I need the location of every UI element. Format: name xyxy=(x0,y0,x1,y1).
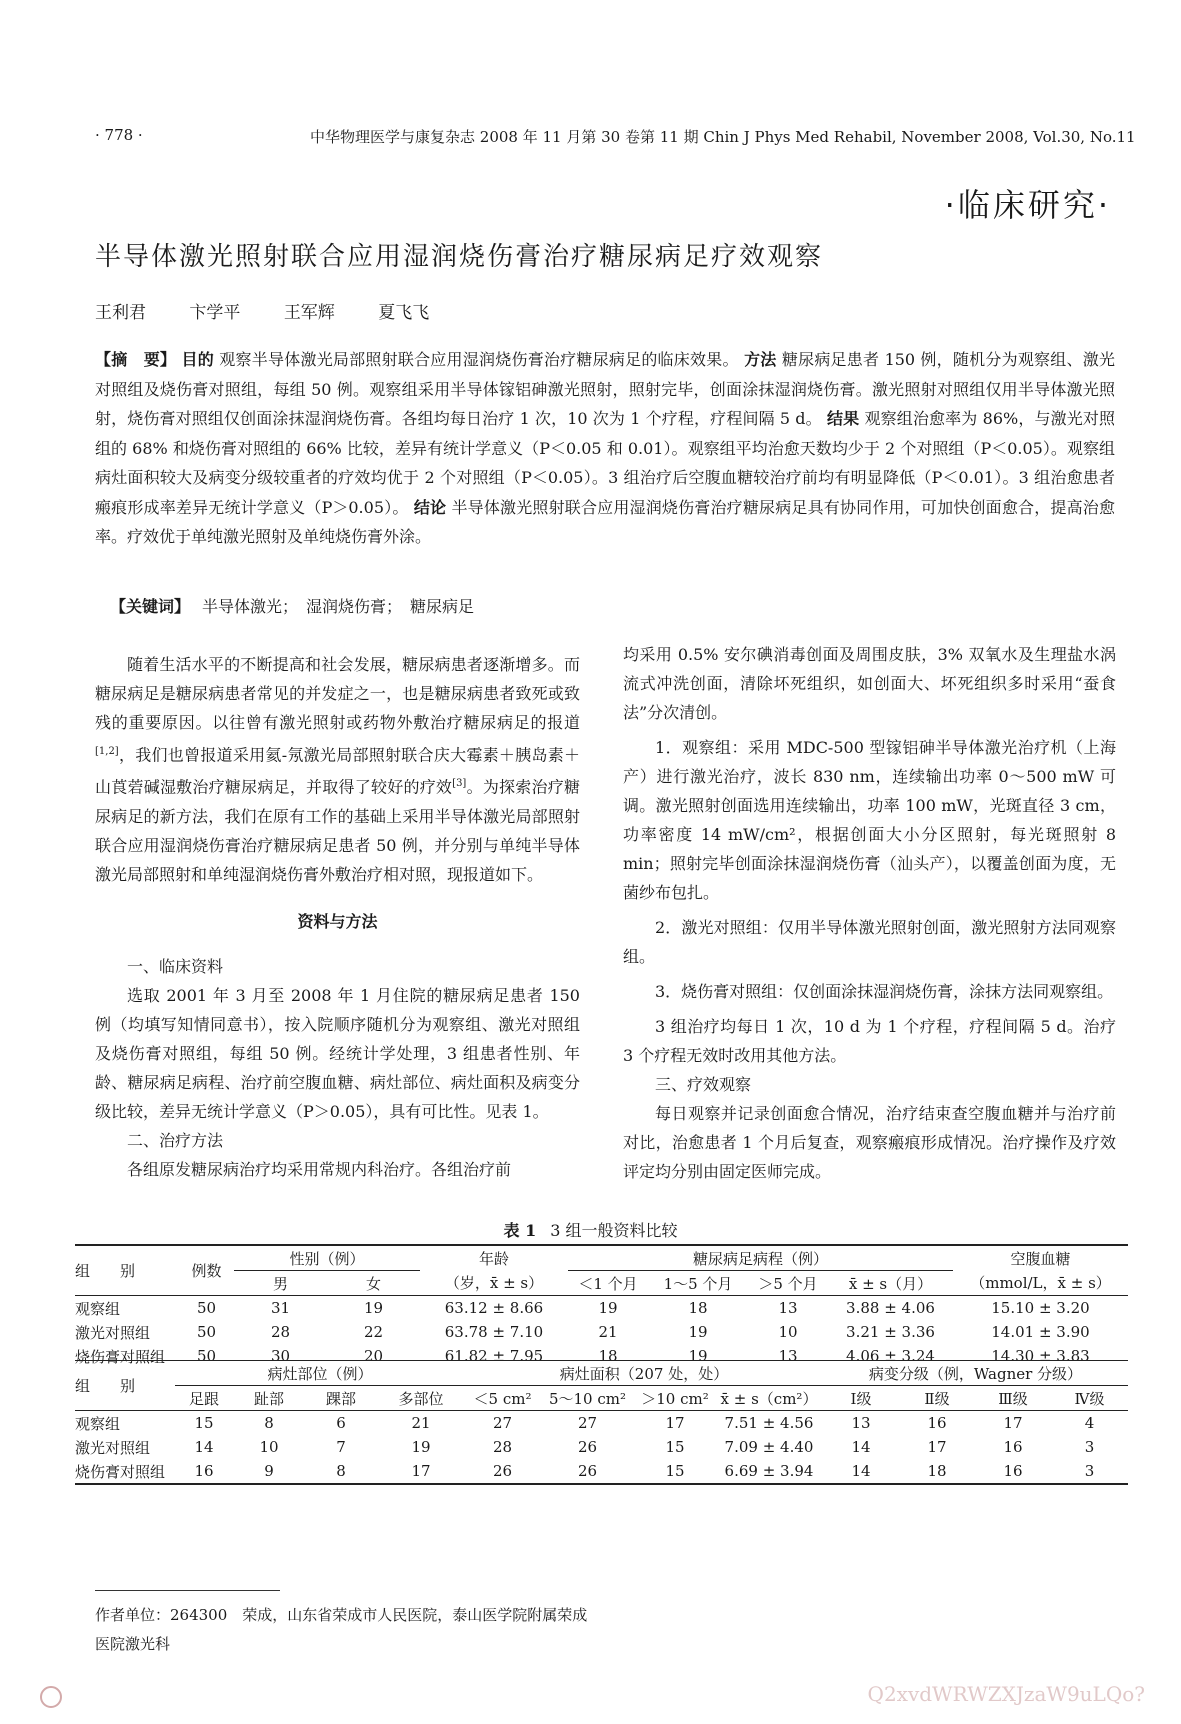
table-row xyxy=(75,1296,1128,1321)
table-cell: 15 xyxy=(665,1462,685,1480)
table-cell: 19 xyxy=(411,1438,431,1456)
col-header-female: 女 xyxy=(327,1271,420,1296)
clinical-data-paragraph: 选取 2001 年 3 月至 2008 年 1 月住院的糖尿病足患者 150 例（均填写知情同意书），按入院顺序随机分为观察组、激光对照组及烧伤膏对照组，每组 50 例。经统计学处理，3 组患者性别、年龄、糖尿病足病程、治疗前空腹血糖、病灶部位、病灶面积及病变分级比较，差异无统计学意义（P＞0.05），具有可比性。见表 1。 xyxy=(95,985,580,1121)
col-header-heel: 足跟 xyxy=(175,1386,233,1411)
schedule-paragraph: 3 组治疗均每日 1 次，10 d 为 1 个疗程，疗程间隔 5 d。治疗 3 个疗程无效时改用其他方法。 xyxy=(623,1017,1116,1065)
table-cell: 50 xyxy=(196,1323,217,1341)
col-header-grade: 病变分级（例，Wagner 分级） xyxy=(823,1361,1128,1386)
table-cell: 17 xyxy=(411,1462,431,1480)
section-tag: ·临床研究· xyxy=(944,186,1111,224)
table-cell: 激光对照组 xyxy=(75,1323,151,1342)
author-name: 夏飞飞 xyxy=(378,303,430,323)
table-cell: 3 xyxy=(1084,1462,1095,1480)
table-cell: 13 xyxy=(851,1414,871,1432)
col-header-age: 年龄 xyxy=(478,1249,509,1268)
table-cell: 8 xyxy=(264,1414,274,1432)
col-header-area: 病灶面积（207 处，处） xyxy=(465,1361,823,1386)
col-header-male: 男 xyxy=(234,1271,327,1296)
table-cell: 7 xyxy=(336,1438,346,1456)
table-cell: 6.69 ± 3.94 xyxy=(724,1462,814,1480)
table-cell: 18 xyxy=(598,1347,618,1365)
table-cell: 19 xyxy=(688,1323,708,1341)
table-cell: 3.21 ± 3.36 xyxy=(846,1323,935,1341)
col-header-gt5: ＞5 个月 xyxy=(748,1271,828,1296)
table1-general xyxy=(75,1244,1128,1368)
table-cell: 50 xyxy=(196,1299,217,1317)
intro-paragraph xyxy=(95,650,580,889)
table-cell: 18 xyxy=(688,1299,708,1317)
keywords-text: 半导体激光； 湿润烧伤膏； 糖尿病足 xyxy=(202,597,475,616)
table-cell: 16 xyxy=(1003,1438,1023,1456)
table-cell: 17 xyxy=(665,1414,685,1432)
table1-top-body xyxy=(75,1296,1128,1369)
col-header-site: 病灶部位（例） xyxy=(175,1361,465,1386)
methods-text: 糖尿病足患者 150 例，随机分为观察组、激光对照组及烧伤膏对照组，每组 50 例。观察组采用半导体镓铝砷激光照射，照射完毕，创面涂抹湿润烧伤膏。激光照射对照组仅用半导体激光照射，烧伤膏对照组仅创面涂抹湿润烧伤膏。各组均每日治疗 1 次，10 次为 1 个疗程，疗程间隔 5 d。 xyxy=(95,350,1115,428)
keywords-label: 【关键词】 xyxy=(110,597,191,616)
observation-group-paragraph: 1．观察组：采用 MDC-500 型镓铝砷半导体激光治疗机（上海产）进行激光治疗，波长 830 nm，连续输出功率 0～500 mW 可调。激光照射创面选用连续输出，功率 100 mW，光斑直径 3 cm，功率密度 14 mW/cm²，根据创面大小分区照射，每光斑照射 8 min；照射完毕创面涂抹湿润烧伤膏（汕头产），以覆盖创面为度，无菌纱布包扎。 xyxy=(623,738,1116,902)
table-cell: 3 xyxy=(1084,1438,1095,1456)
objective-label: 目的 xyxy=(181,350,214,369)
cleaning-paragraph: 均采用 0.5% 安尔碘消毒创面及周围皮肤，3% 双氧水及生理盐水涡流式冲洗创面，清除坏死组织，如创面大、坏死组织多时采用“蚕食法”分次清创。 xyxy=(623,645,1116,722)
citation-ref: [3] xyxy=(452,778,467,790)
subsection-heading: 一、临床资料 xyxy=(127,956,224,976)
treatment-paragraph: 各组原发糖尿病治疗均采用常规内科治疗。各组治疗前 xyxy=(127,1159,512,1179)
abstract xyxy=(95,345,1115,552)
table1-bottom-body xyxy=(75,1411,1128,1485)
conclusion-text: 半导体激光照射联合应用湿润烧伤膏治疗糖尿病足具有协同作用，可加快创面愈合，提高治愈率。疗效优于单纯激光照射及单纯烧伤膏外涂。 xyxy=(95,497,1115,546)
table-cell: 17 xyxy=(927,1438,947,1456)
methods-label: 方法 xyxy=(744,350,777,369)
results-text: 观察组治愈率为 86%，与激光对照组的 68% 和烧伤膏对照组的 66% 比较，差异有统计学意义（P＜0.05 和 0.01）。观察组平均治愈天数均少于 2 个对照组（P＜0.05）。观察组病灶面积较大及病变分级较重者的疗效均优于 2 个对照组（P＜0.05）。3 组治疗后空腹血糖较治疗前均有明显降低（P＜0.01）。3 组治愈患者瘢痕形成率差异无统计学意义（P＞0.05）。 xyxy=(95,409,1115,517)
table-cell: 61.82 ± 7.95 xyxy=(444,1347,544,1365)
table-cell: 烧伤膏对照组 xyxy=(75,1462,166,1481)
table-cell: 26 xyxy=(492,1462,513,1480)
author-name: 王军辉 xyxy=(283,303,335,323)
table-cell: 22 xyxy=(363,1323,384,1341)
table-cell: 16 xyxy=(1003,1462,1023,1480)
citation-ref: [1,2] xyxy=(95,746,119,757)
page-number: · 778 · xyxy=(95,126,143,144)
intro-text-b: ，我们也曾报道采用氦-氖激光局部照射联合庆大霉素＋胰岛素＋山莨菪碱湿敷治疗糖尿病足，并取得了较好的疗效 xyxy=(95,745,580,797)
table-cell: 28 xyxy=(270,1323,291,1341)
col-header-course: 糖尿病足病程（例） xyxy=(568,1245,953,1271)
left-column xyxy=(95,650,580,1184)
col-header-toe: 趾部 xyxy=(233,1386,305,1411)
table-cell: 14 xyxy=(194,1438,214,1456)
table-cell: 63.12 ± 8.66 xyxy=(444,1299,544,1317)
right-column xyxy=(623,640,1116,1186)
col-header-cases: 例数 xyxy=(179,1245,234,1296)
table-cell: 14.01 ± 3.90 xyxy=(991,1323,1090,1341)
intro-text-c: 。为探索治疗糖尿病足的新方法，我们在原有工作的基础上采用半导体激光局部照射联合应用湿润烧伤膏治疗糖尿病足患者 50 例，并分别与单纯半导体激光局部照射和单纯湿润烧伤膏外敷治疗相对照，现报道如下。 xyxy=(95,777,580,884)
subsection-heading: 三、疗效观察 xyxy=(655,1075,752,1094)
author-name: 王利君 xyxy=(95,303,146,323)
table-cell: 4 xyxy=(1084,1414,1095,1432)
table-cell: 14 xyxy=(851,1462,871,1480)
table-cell: 10 xyxy=(778,1323,798,1341)
col-header-lt1: ＜1 个月 xyxy=(568,1271,648,1296)
results-label: 结果 xyxy=(827,409,860,428)
table-cell: 17 xyxy=(1003,1414,1023,1432)
table-cell: 50 xyxy=(196,1347,217,1365)
table-cell: 21 xyxy=(411,1414,431,1432)
table-cell: 烧伤膏对照组 xyxy=(75,1347,166,1366)
table-cell: 16 xyxy=(194,1462,214,1480)
intro-text-a: 随着生活水平的不断提高和社会发展，糖尿病患者逐渐增多。而糖尿病足是糖尿病患者常见的并发症之一，也是糖尿病患者致死或致残的重要原因。以往曾有激光照射或药物外敷治疗糖尿病足的报道 xyxy=(95,655,580,732)
col-header-area-lt5: ＜5 cm² xyxy=(465,1386,540,1411)
col-header-area-mean: x̄ ± s（cm²） xyxy=(715,1386,823,1411)
col-header-area-5to10: 5～10 cm² xyxy=(540,1386,635,1411)
table-cell: 9 xyxy=(264,1462,274,1480)
abstract-label: 【摘 要】 xyxy=(95,350,177,369)
table-cell: 10 xyxy=(259,1438,279,1456)
table-cell: 19 xyxy=(363,1299,384,1317)
footnote-rule xyxy=(95,1590,280,1591)
table-cell: 4.06 ± 3.24 xyxy=(846,1347,935,1365)
table-cell: 3.88 ± 4.06 xyxy=(846,1299,935,1317)
col-header-multi: 多部位 xyxy=(377,1386,465,1411)
journal-running-header: 中华物理医学与康复杂志 2008 年 11 月第 30 卷第 11 期 Chin J Phys Med Rehabil, November 2008, Vol.30, No.11 xyxy=(310,128,1136,146)
table-cell: 19 xyxy=(688,1347,708,1365)
section-heading: 资料与方法 xyxy=(297,911,378,931)
efficacy-paragraph: 每日观察并记录创面愈合情况，治疗结束查空腹血糖并与治疗前对比，治愈患者 1 个月后复查，观察瘢痕形成情况。治疗操作及疗效评定均分别由固定医师完成。 xyxy=(623,1104,1116,1181)
table-cell: 16 xyxy=(927,1414,947,1432)
col-header-fbg-unit: （mmol/L，x̄ ± s） xyxy=(953,1271,1128,1296)
article-title: 半导体激光照射联合应用湿润烧伤膏治疗糖尿病足疗效观察 xyxy=(95,242,824,272)
table-cell: 8 xyxy=(336,1462,346,1480)
table-cell: 63.78 ± 7.10 xyxy=(444,1323,544,1341)
col-header-grade-2: Ⅱ级 xyxy=(899,1386,975,1411)
col-header-group: 组 别 xyxy=(75,1361,175,1411)
col-header-ankle: 踝部 xyxy=(305,1386,377,1411)
objective-text: 观察半导体激光局部照射联合应用湿润烧伤膏治疗糖尿病足的临床效果。 xyxy=(219,350,739,369)
table-cell: 28 xyxy=(492,1438,513,1456)
conclusion-label: 结论 xyxy=(413,497,447,517)
table-cell: 14.30 ± 3.83 xyxy=(991,1347,1090,1365)
col-header-group: 组 别 xyxy=(75,1245,179,1296)
table-row xyxy=(75,1459,1128,1484)
table-cell: 13 xyxy=(778,1299,798,1317)
table-cell: 观察组 xyxy=(75,1414,121,1433)
table-cell: 18 xyxy=(927,1462,947,1480)
table-cell: 7.51 ± 4.56 xyxy=(724,1414,814,1432)
table-cell: 观察组 xyxy=(75,1299,121,1318)
author-affiliation-footnote: 作者单位：264300 荣成，山东省荣成市人民医院，泰山医学院附属荣成医院激光科 xyxy=(95,1606,588,1653)
col-header-grade-3: Ⅲ级 xyxy=(975,1386,1051,1411)
table-cell: 26 xyxy=(577,1438,598,1456)
table-cell: 7.09 ± 4.40 xyxy=(724,1438,814,1456)
publisher-logo-icon xyxy=(40,1686,62,1708)
table-cell: 20 xyxy=(363,1347,384,1365)
table-label: 表 1 xyxy=(503,1221,537,1240)
col-header-grade-1: Ⅰ级 xyxy=(823,1386,899,1411)
watermark-text: Q2xvdWRWZXJzaW9uLQo? xyxy=(867,1682,1145,1706)
table-cell: 26 xyxy=(577,1462,598,1480)
table-row xyxy=(75,1435,1128,1459)
table-cell: 31 xyxy=(270,1299,291,1317)
col-header-age-unit: （岁，x̄ ± s） xyxy=(420,1271,568,1296)
table-cell: 27 xyxy=(577,1414,598,1432)
col-header-course-mean: x̄ ± s（月） xyxy=(828,1271,953,1296)
ointment-control-paragraph: 3．烧伤膏对照组：仅创面涂抹湿润烧伤膏，涂抹方法同观察组。 xyxy=(655,982,1114,1001)
table1-lesion xyxy=(75,1360,1128,1485)
laser-control-paragraph: 2．激光对照组：仅用半导体激光照射创面，激光照射方法同观察组。 xyxy=(623,918,1116,966)
table-cell: 13 xyxy=(778,1347,798,1365)
col-header-area-gt10: ＞10 cm² xyxy=(635,1386,715,1411)
col-header-grade-4: Ⅳ级 xyxy=(1051,1386,1128,1411)
table-title: 3 组一般资料比较 xyxy=(550,1221,678,1240)
col-header-fbg: 空腹血糖 xyxy=(1010,1249,1071,1268)
table-cell: 15 xyxy=(194,1414,214,1432)
col-header-sex: 性别（例） xyxy=(234,1245,420,1271)
table-row xyxy=(75,1411,1128,1436)
table-cell: 14 xyxy=(851,1438,871,1456)
table-cell: 27 xyxy=(492,1414,513,1432)
table-cell: 30 xyxy=(270,1347,291,1365)
keywords xyxy=(110,594,474,617)
table-cell: 6 xyxy=(336,1414,346,1432)
table-cell: 21 xyxy=(598,1323,618,1341)
subsection-heading: 二、治疗方法 xyxy=(127,1130,224,1150)
table-cell: 19 xyxy=(598,1299,618,1317)
table-cell: 激光对照组 xyxy=(75,1438,151,1457)
author-list xyxy=(95,298,467,323)
table-row xyxy=(75,1320,1128,1344)
col-header-1to5: 1～5 个月 xyxy=(648,1271,748,1296)
table-caption xyxy=(0,1218,1181,1241)
author-name: 卞学平 xyxy=(189,303,241,323)
table-cell: 15 xyxy=(665,1438,685,1456)
table-cell: 15.10 ± 3.20 xyxy=(991,1299,1090,1317)
